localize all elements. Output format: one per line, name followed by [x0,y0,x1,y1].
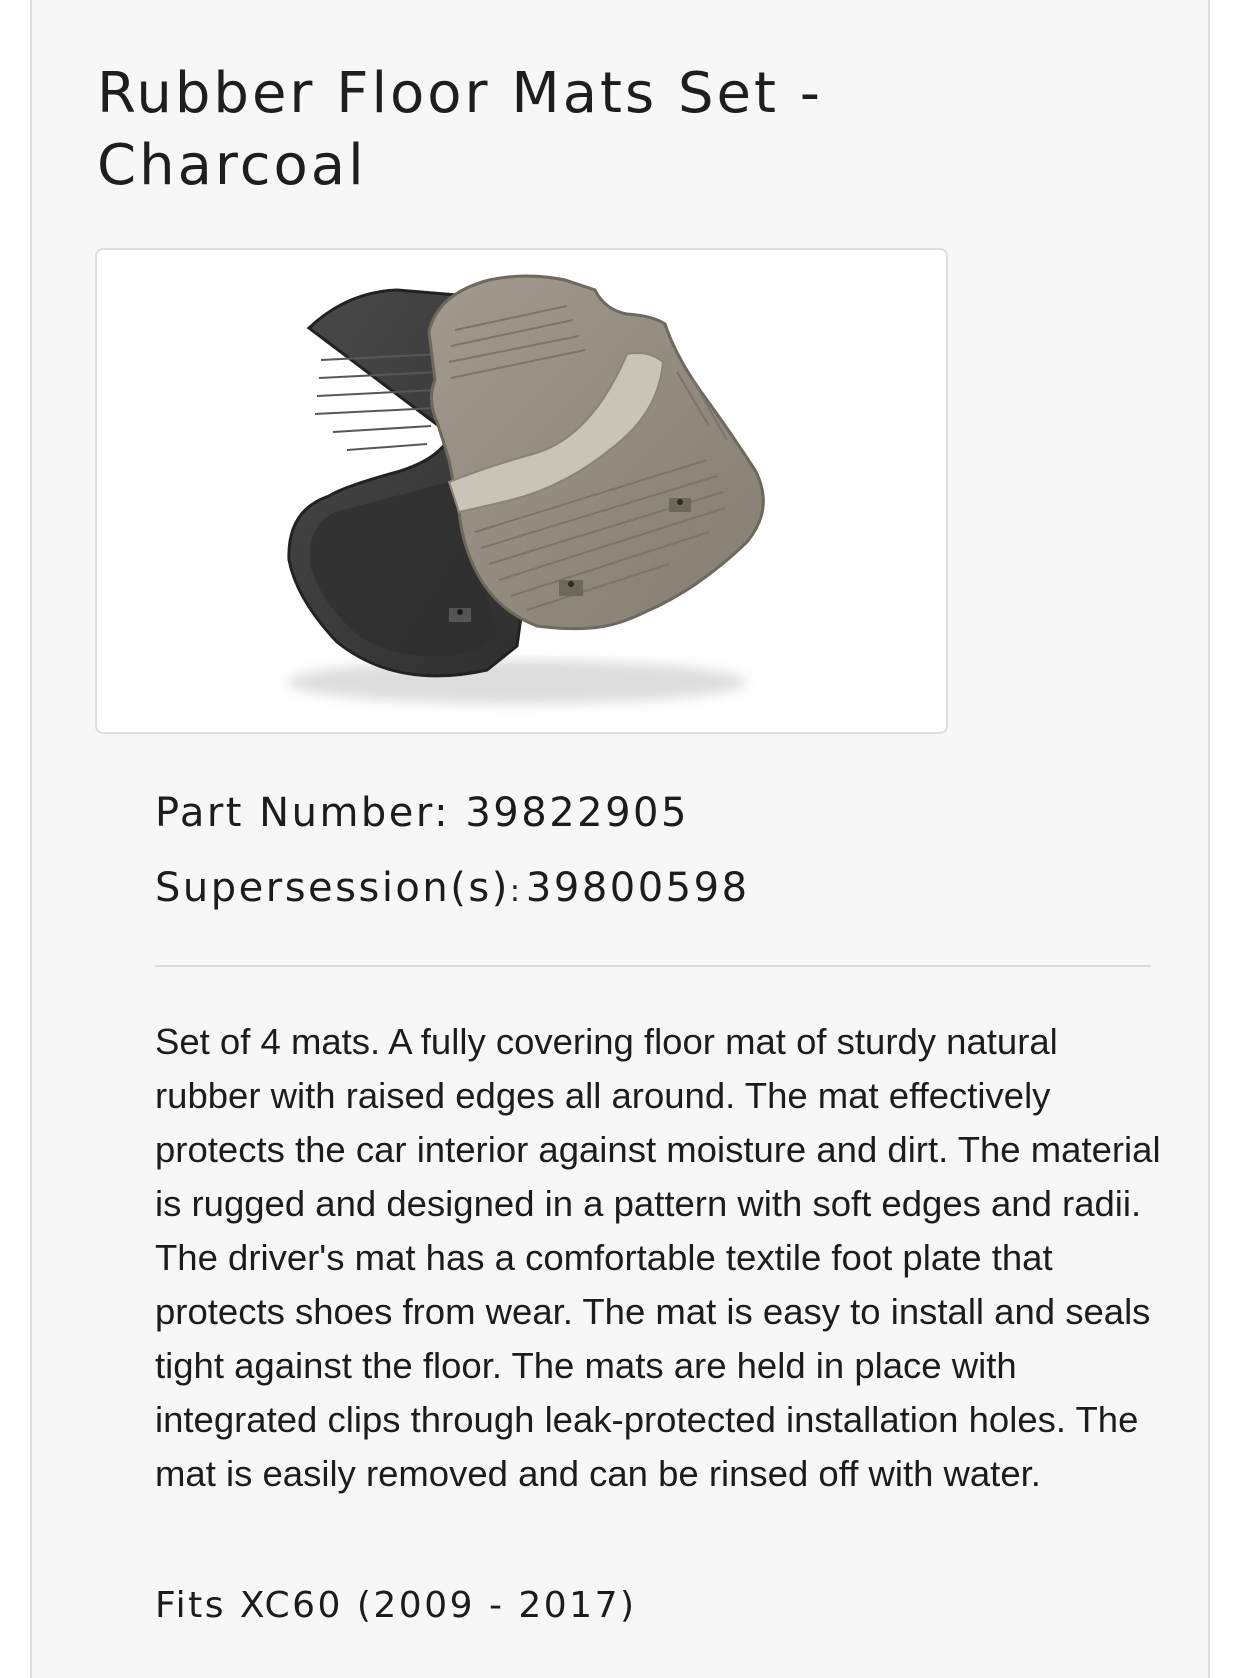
product-image-frame[interactable] [95,248,948,734]
product-title: Rubber Floor Mats Set - Charcoal [97,61,823,198]
supersession-colon: : [509,874,520,909]
supersession-label: Supersession(s) [155,865,510,911]
supersession-value: 39800598 [525,865,750,911]
part-number-value: 39822905 [465,790,689,836]
product-description: Set of 4 mats. A fully covering floor mat of sturdy natural rubber with raised edges all around. The mat effectively protects the car interior against moisture and dirt. The material is rugged and designed in a pattern with soft edges and radii. The driver's mat has a comfortable textile foot plate that protects shoes from wear. The mat is easy to install and seals tight against the floor. The mats are held in place with integrated clips through leak-protected installation holes. The mat is easily removed and can be rinsed off with water. [155,1021,1161,1494]
product-panel [30,0,1210,1678]
supersession [155,865,750,911]
fitment-info: Fits XC60 (2009 - 2017) [155,1585,637,1626]
floor-mats-image [97,250,948,734]
part-number [155,790,689,836]
part-number-label: Part Number: [155,790,451,836]
section-divider [155,965,1151,967]
